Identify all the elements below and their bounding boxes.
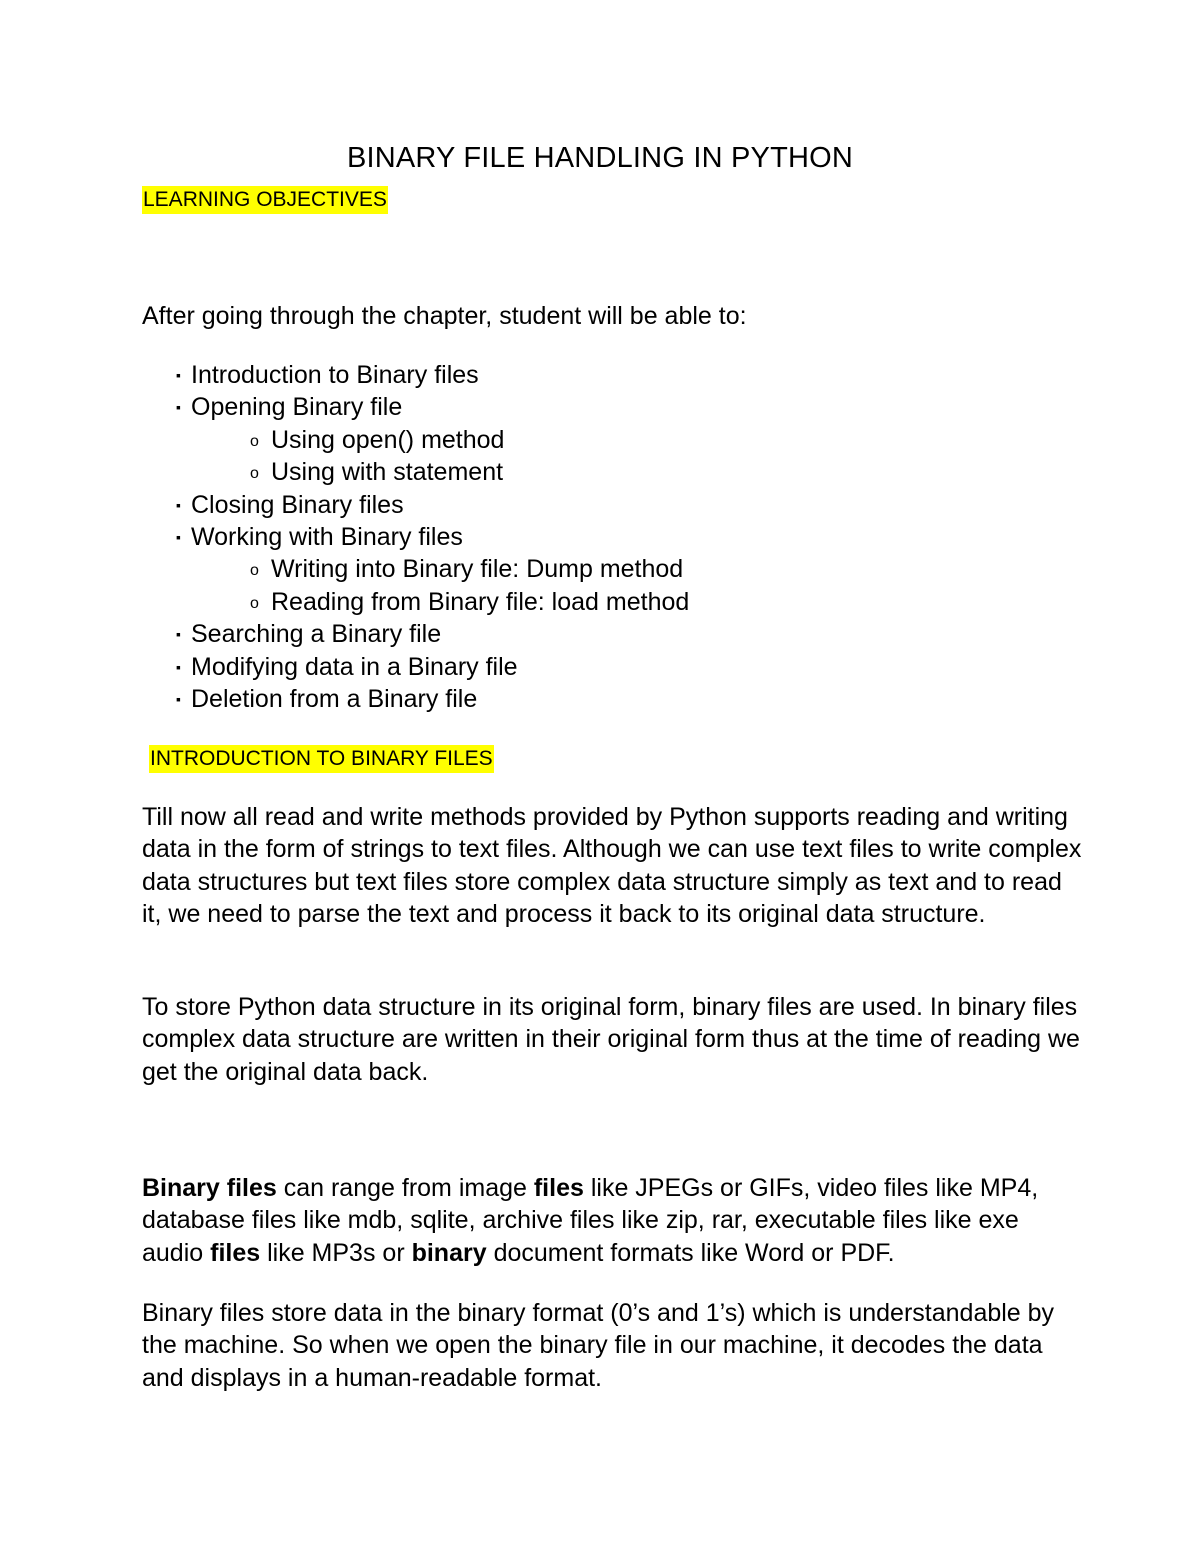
list-item	[0, 651, 1200, 683]
paragraph-binary-purpose: To store Python data structure in its original form, binary files are used. In binary files complex data structure are written in their original form thus at the time of reading we get the original data back.	[142, 993, 1080, 1086]
list-item	[0, 521, 1200, 553]
square-bullet-icon: ▪	[176, 496, 181, 513]
list-item-text: Deletion from a Binary file	[191, 684, 478, 713]
bold-binary: binary	[411, 1238, 487, 1267]
learning-objectives-heading	[142, 186, 388, 214]
list-item-text: Using with statement	[271, 458, 504, 487]
text-segment: can range from image	[276, 1174, 534, 1202]
introduction-heading-text: INTRODUCTION TO BINARY FILES	[149, 745, 494, 773]
list-item-text: Writing into Binary file: Dump method	[271, 555, 684, 584]
bold-files: files	[533, 1174, 584, 1202]
bold-binary-files: Binary files	[142, 1174, 277, 1202]
square-bullet-icon: ▪	[176, 528, 181, 545]
list-item-text: Closing Binary files	[191, 490, 404, 519]
list-item-text: Opening Binary file	[191, 393, 403, 422]
square-bullet-icon: ▪	[176, 658, 181, 675]
list-item-text: Introduction to Binary files	[191, 361, 479, 389]
list-item-text: Using open() method	[271, 425, 505, 454]
square-bullet-icon: ▪	[176, 626, 181, 643]
bold-files: files	[210, 1238, 261, 1267]
list-item	[0, 489, 1200, 521]
sub-list-item	[0, 586, 1200, 618]
list-item	[0, 391, 1200, 423]
learning-objectives-heading-text: LEARNING OBJECTIVES	[142, 186, 388, 214]
paragraph-text-files: Till now all read and write methods provided by Python supports reading and writing data in the form of strings to text files. Although we can use text files to write complex data structures but text files store complex data structure simply as text and to read it, we need to parse the text and process it back to its original data structure.	[142, 803, 1082, 929]
list-item	[0, 618, 1200, 650]
circle-bullet-icon: o	[250, 465, 259, 483]
text-segment: like JPEGs or GIFs, video files like MP4, database files like mdb, sqlite, archive files like zip, rar, executable files like exe audio	[142, 1174, 1039, 1267]
intro-line: After going through the chapter, student will be able to:	[142, 302, 747, 330]
square-bullet-icon: ▪	[176, 399, 181, 416]
circle-bullet-icon: o	[250, 594, 259, 612]
sub-list-item	[0, 424, 1200, 456]
paragraph-binary-examples	[142, 1172, 1082, 1269]
list-item-text: Working with Binary files	[191, 522, 463, 551]
list-item	[0, 359, 1200, 391]
square-bullet-icon: ▪	[176, 367, 181, 383]
paragraph-binary-format: Binary files store data in the binary format (0’s and 1’s) which is understandable by the machine. So when we open the binary file in our machine, it decodes the data and displays in a human-readable format.	[142, 1299, 1055, 1392]
list-item	[0, 683, 1200, 715]
circle-bullet-icon: o	[250, 562, 259, 580]
text-segment: like MP3s or	[260, 1238, 412, 1267]
introduction-heading	[149, 745, 494, 773]
document-title: BINARY FILE HANDLING IN PYTHON	[346, 142, 854, 174]
sub-list-item	[0, 553, 1200, 585]
list-item-text: Searching a Binary file	[191, 620, 442, 649]
objectives-list	[0, 359, 1200, 715]
list-item-text: Modifying data in a Binary file	[191, 652, 518, 681]
square-bullet-icon: ▪	[176, 690, 181, 707]
text-segment: document formats like Word or PDF.	[486, 1238, 895, 1267]
sub-list-item	[0, 456, 1200, 488]
circle-bullet-icon: o	[250, 432, 259, 450]
list-item-text: Reading from Binary file: load method	[271, 587, 690, 616]
